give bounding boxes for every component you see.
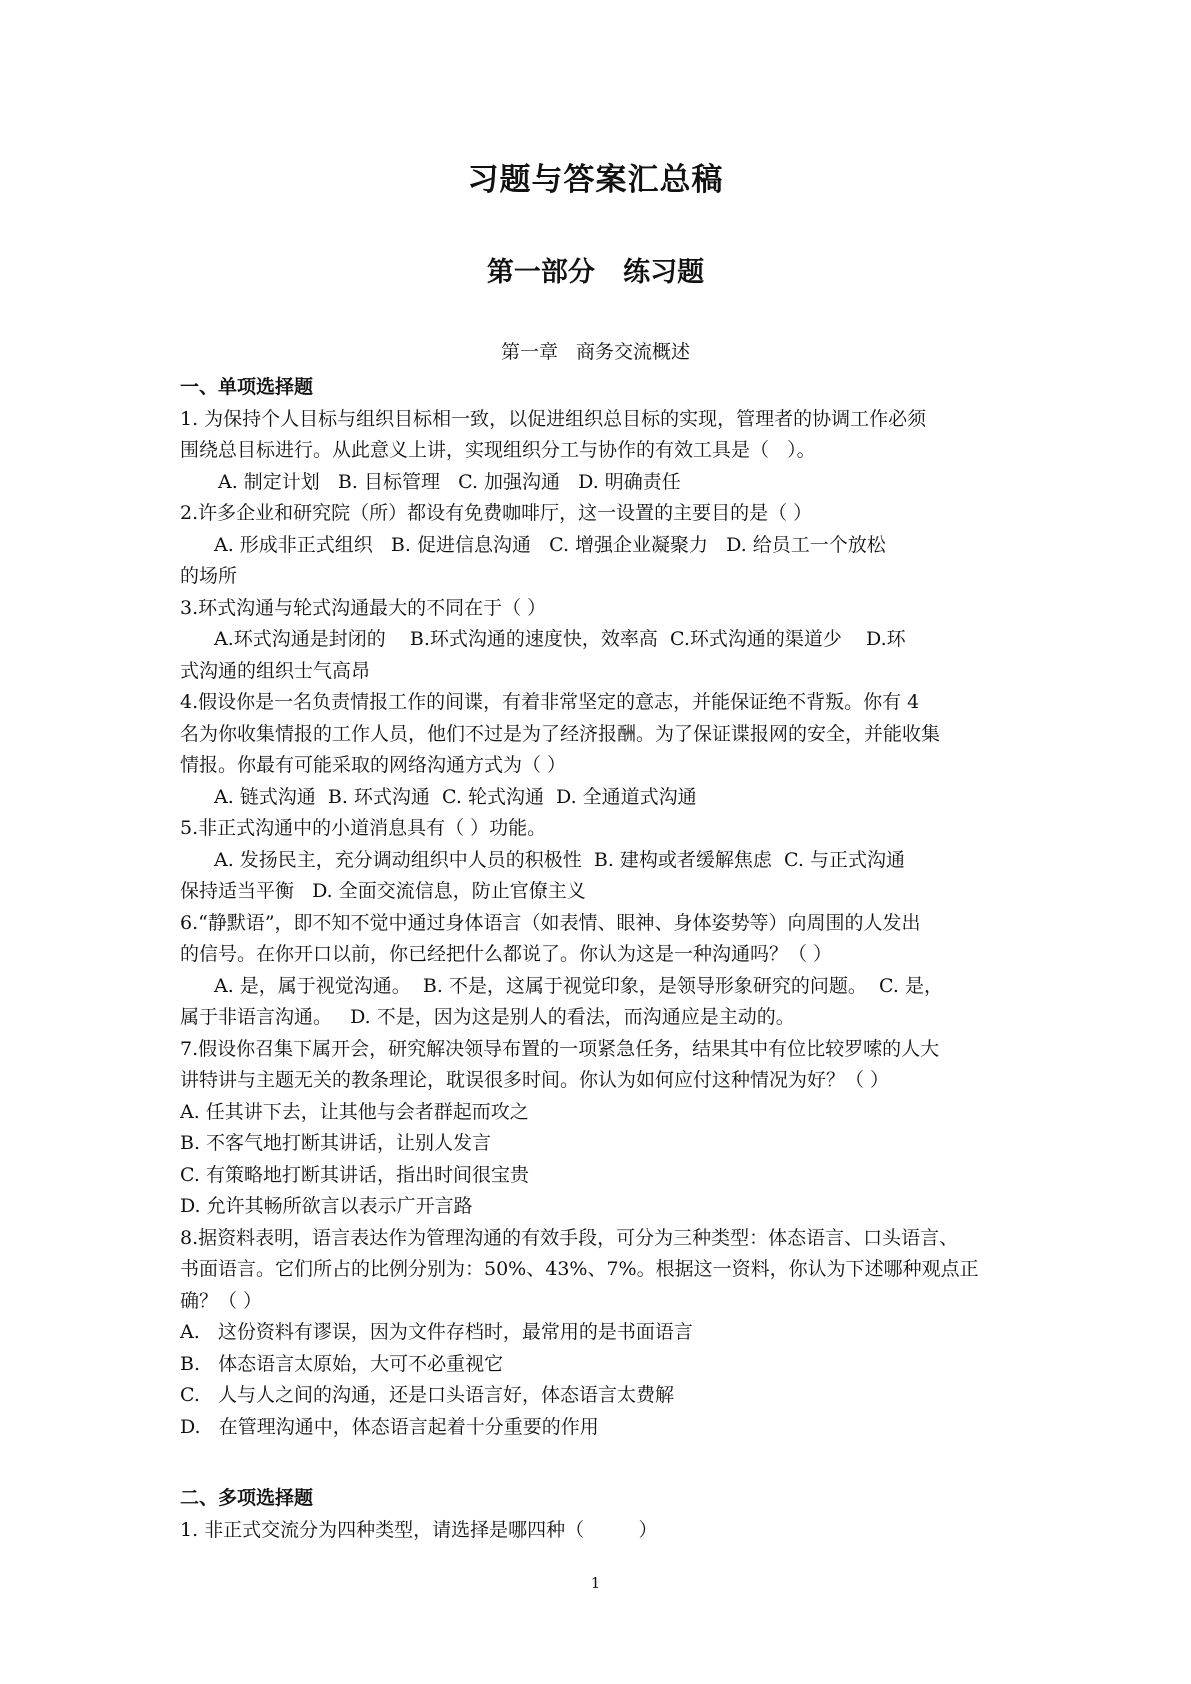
question-6-options: A. 是，属于视觉沟通。 B. 不是，这属于视觉印象，是领导形象研究的问题。 C. 是， bbox=[214, 974, 943, 997]
question-4-line-1: 4.假设你是一名负责情报工作的间谍，有着非常坚定的意志，并能保证绝不背叛。你有 4 bbox=[180, 691, 920, 713]
question-8-line-3: 确？（ ） bbox=[180, 1289, 263, 1312]
question-6-options-cont: 属于非语言沟通。 D. 不是，因为这是别人的看法，而沟通应是主动的。 bbox=[180, 1006, 795, 1028]
question-8-line-2: 书面语言。它们所占的比例分别为：50%、43%、7%。根据这一资料，你认为下述哪种观点正 bbox=[180, 1258, 979, 1280]
question-1-line-1: 1. 为保持个人目标与组织目标相一致，以促进组织总目标的实现，管理者的协调工作必须 bbox=[180, 407, 927, 430]
question-3-options: A.环式沟通是封闭的 B.环式沟通的速度快，效率高 C.环式沟通的渠道少 D.环 bbox=[214, 628, 906, 650]
section-heading-multiple-choice: 二、多项选择题 bbox=[180, 1487, 314, 1509]
question-4-line-2: 名为你收集情报的工作人员，他们不过是为了经济报酬。为了保证谍报网的安全，并能收集 bbox=[180, 722, 941, 745]
question-8-option-b: B. 体态语言太原始，大可不必重视它 bbox=[180, 1352, 504, 1375]
question-8-option-a: A. 这份资料有谬误，因为文件存档时，最常用的是书面语言 bbox=[180, 1321, 693, 1343]
question-7-line-1: 7.假设你召集下属开会，研究解决领导布置的一项紧急任务，结果其中有位比较罗嗦的人大 bbox=[180, 1037, 940, 1060]
question-2-options: A. 形成非正式组织 B. 促进信息沟通 C. 增强企业凝聚力 D. 给员工一个放松 bbox=[214, 533, 886, 556]
document-title: 习题与答案汇总稿 bbox=[467, 162, 724, 198]
question-3-line-1: 3.环式沟通与轮式沟通最大的不同在于（ ） bbox=[180, 596, 547, 619]
section-heading-single-choice: 一、单项选择题 bbox=[180, 376, 314, 398]
multi-question-1-line-1: 1. 非正式交流分为四种类型，请选择是哪四种（ ） bbox=[180, 1518, 658, 1541]
question-5-options-cont: 保持适当平衡 D. 全面交流信息，防止官僚主义 bbox=[180, 880, 586, 902]
question-7-option-c: C. 有策略地打断其讲话，指出时间很宝贵 bbox=[180, 1163, 529, 1186]
question-5-line-1: 5.非正式沟通中的小道消息具有（ ）功能。 bbox=[180, 817, 547, 839]
question-3-options-cont: 式沟通的组织士气高昂 bbox=[180, 659, 371, 682]
question-7-option-d: D. 允许其畅所欲言以表示广开言路 bbox=[180, 1195, 473, 1217]
question-2-line-1: 2.许多企业和研究院（所）都设有免费咖啡厅，这一设置的主要目的是（ ） bbox=[180, 502, 813, 524]
question-2-options-cont: 的场所 bbox=[180, 565, 238, 587]
question-7-option-a: A. 任其讲下去，让其他与会者群起而攻之 bbox=[180, 1100, 529, 1123]
question-7-line-2: 讲特讲与主题无关的教条理论，耽误很多时间。你认为如何应付这种情况为好？（ ） bbox=[180, 1069, 890, 1091]
chapter-title: 第一章 商务交流概述 bbox=[500, 341, 691, 363]
part-title: 第一部分 练习题 bbox=[486, 257, 705, 288]
page-number: 1 bbox=[590, 1574, 601, 1592]
question-8-option-d: D. 在管理沟通中，体态语言起着十分重要的作用 bbox=[180, 1415, 599, 1438]
question-6-line-1: 6.“静默语”，即不知不觉中通过身体语言（如表情、眼神、身体姿势等）向周围的人发出 bbox=[180, 911, 921, 934]
question-4-options: A. 链式沟通 B. 环式沟通 C. 轮式沟通 D. 全通道式沟通 bbox=[214, 785, 697, 808]
section-gap bbox=[180, 1443, 1020, 1483]
question-1-options: A. 制定计划 B. 目标管理 C. 加强沟通 D. 明确责任 bbox=[218, 470, 681, 493]
question-8-line-1: 8.据资料表明，语言表达作为管理沟通的有效手段，可分为三种类型：体态语言、口头语言、 bbox=[180, 1226, 959, 1249]
question-7-option-b: B. 不客气地打断其讲话，让别人发言 bbox=[180, 1132, 492, 1154]
question-5-options: A. 发扬民主，充分调动组织中人员的积极性 B. 建构或者缓解焦虑 C. 与正式沟通 bbox=[214, 848, 905, 871]
question-4-line-3: 情报。你最有可能采取的网络沟通方式为（ ） bbox=[180, 754, 567, 776]
document-body bbox=[180, 372, 1020, 1546]
question-8-option-c: C. 人与人之间的沟通，还是口头语言好，体态语言太费解 bbox=[180, 1384, 675, 1406]
question-1-line-2: 围绕总目标进行。从此意义上讲，实现组织分工与协作的有效工具是（ ）。 bbox=[180, 439, 816, 461]
question-6-line-2: 的信号。在你开口以前，你已经把什么都说了。你认为这是一种沟通吗？（ ） bbox=[180, 943, 833, 965]
